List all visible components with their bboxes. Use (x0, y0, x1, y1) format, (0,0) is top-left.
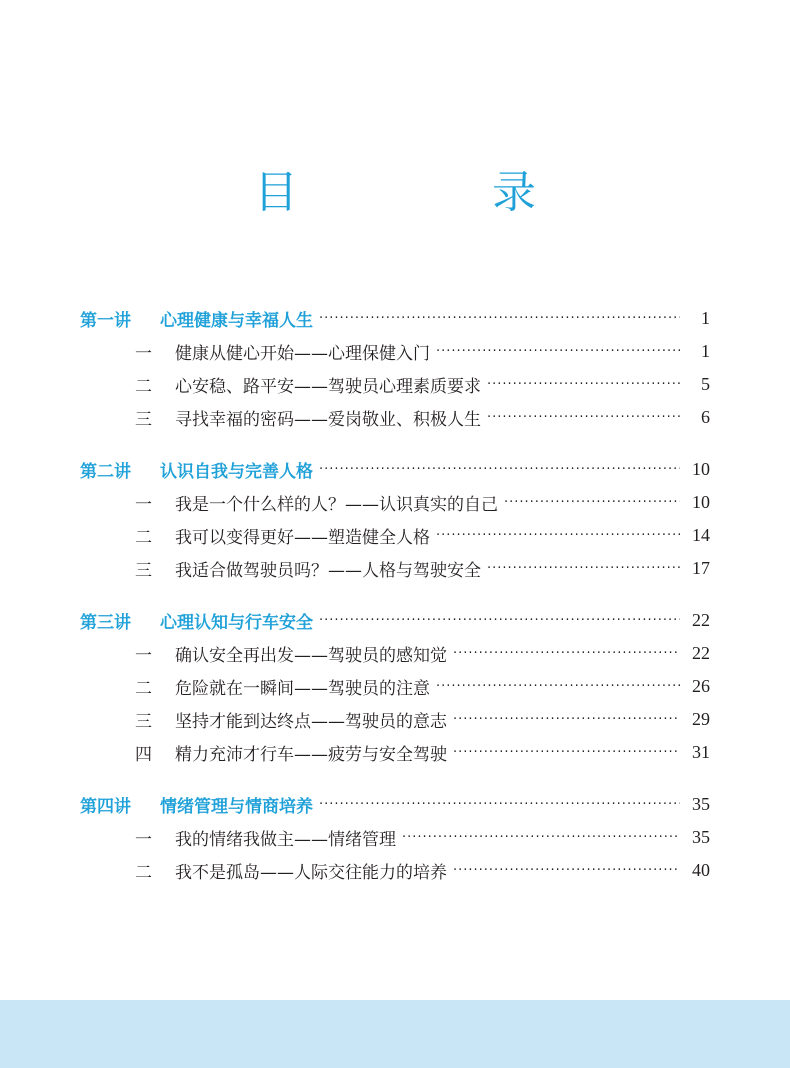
section-number: 四 (135, 745, 152, 765)
dot-leader (487, 410, 680, 425)
chapter-title: 情绪管理与情商培养 (160, 797, 313, 817)
section-title: 我可以变得更好——塑造健全人格 (175, 528, 430, 548)
page-number: 31 (692, 742, 710, 762)
page-number: 40 (692, 860, 710, 880)
page-title: 目 录 (254, 167, 626, 218)
page-number: 22 (692, 643, 710, 663)
section-number: 二 (135, 377, 152, 397)
page-number: 22 (692, 610, 710, 630)
section-number: 三 (135, 410, 152, 430)
section-number: 二 (135, 528, 152, 548)
dot-leader (319, 797, 680, 812)
page-number: 29 (692, 709, 710, 729)
page-number: 5 (701, 374, 710, 394)
chapter-3 (80, 604, 710, 769)
dot-leader (504, 495, 680, 510)
section-title: 我适合做驾驶员吗？——人格与驾驶安全 (175, 561, 481, 581)
chapter-entry[interactable] (80, 604, 710, 637)
section-entry[interactable] (80, 486, 710, 519)
section-title: 我是一个什么样的人？——认识真实的自己 (175, 495, 498, 515)
page-number: 35 (692, 827, 710, 847)
chapter-title: 认识自我与完善人格 (160, 462, 313, 482)
chapter-number: 第三讲 (80, 613, 131, 633)
section-title: 精力充沛才行车——疲劳与安全驾驶 (175, 745, 447, 765)
section-entry[interactable] (80, 703, 710, 736)
page-number: 10 (692, 459, 710, 479)
section-entry[interactable] (80, 670, 710, 703)
dot-leader (453, 646, 680, 661)
section-title: 我不是孤岛——人际交往能力的培养 (175, 863, 447, 883)
chapter-number: 第二讲 (80, 462, 131, 482)
chapter-4 (80, 788, 710, 887)
section-entry[interactable] (80, 854, 710, 887)
section-number: 三 (135, 561, 152, 581)
page-number: 10 (692, 492, 710, 512)
section-number: 一 (135, 830, 152, 850)
dot-leader (453, 712, 680, 727)
dot-leader (436, 344, 680, 359)
dot-leader (319, 311, 680, 326)
chapter-2 (80, 453, 710, 585)
dot-leader (402, 830, 680, 845)
section-entry[interactable] (80, 401, 710, 434)
section-title: 心安稳、路平安——驾驶员心理素质要求 (175, 377, 481, 397)
dot-leader (487, 377, 680, 392)
section-number: 二 (135, 679, 152, 699)
section-title: 健康从健心开始——心理保健入门 (175, 344, 430, 364)
page-number: 17 (692, 558, 710, 578)
chapter-title: 心理认知与行车安全 (160, 613, 313, 633)
section-number: 三 (135, 712, 152, 732)
dot-leader (319, 613, 680, 628)
chapter-entry[interactable] (80, 453, 710, 486)
footer-band (0, 1000, 790, 1068)
dot-leader (319, 462, 680, 477)
section-number: 二 (135, 863, 152, 883)
section-number: 一 (135, 344, 152, 364)
dot-leader (453, 745, 680, 760)
dot-leader (453, 863, 680, 878)
page-number: 35 (692, 794, 710, 814)
section-title: 危险就在一瞬间——驾驶员的注意 (175, 679, 430, 699)
chapter-1 (80, 302, 710, 434)
page-number: 1 (701, 308, 710, 328)
section-entry[interactable] (80, 821, 710, 854)
page-number: 14 (692, 525, 710, 545)
section-number: 一 (135, 495, 152, 515)
page-number: 6 (701, 407, 710, 427)
page-number: 1 (701, 341, 710, 361)
chapter-entry[interactable] (80, 788, 710, 821)
section-title: 坚持才能到达终点——驾驶员的意志 (175, 712, 447, 732)
section-entry[interactable] (80, 519, 710, 552)
dot-leader (487, 561, 680, 576)
section-title: 寻找幸福的密码——爱岗敬业、积极人生 (175, 410, 481, 430)
section-title: 我的情绪我做主——情绪管理 (175, 830, 396, 850)
table-of-contents (80, 302, 710, 906)
section-entry[interactable] (80, 335, 710, 368)
dot-leader (436, 679, 680, 694)
dot-leader (436, 528, 680, 543)
chapter-number: 第四讲 (80, 797, 131, 817)
chapter-entry[interactable] (80, 302, 710, 335)
section-number: 一 (135, 646, 152, 666)
chapter-number: 第一讲 (80, 311, 131, 331)
section-entry[interactable] (80, 368, 710, 401)
section-entry[interactable] (80, 736, 710, 769)
page-number: 26 (692, 676, 710, 696)
section-entry[interactable] (80, 637, 710, 670)
chapter-title: 心理健康与幸福人生 (160, 311, 313, 331)
section-title: 确认安全再出发——驾驶员的感知觉 (175, 646, 447, 666)
section-entry[interactable] (80, 552, 710, 585)
